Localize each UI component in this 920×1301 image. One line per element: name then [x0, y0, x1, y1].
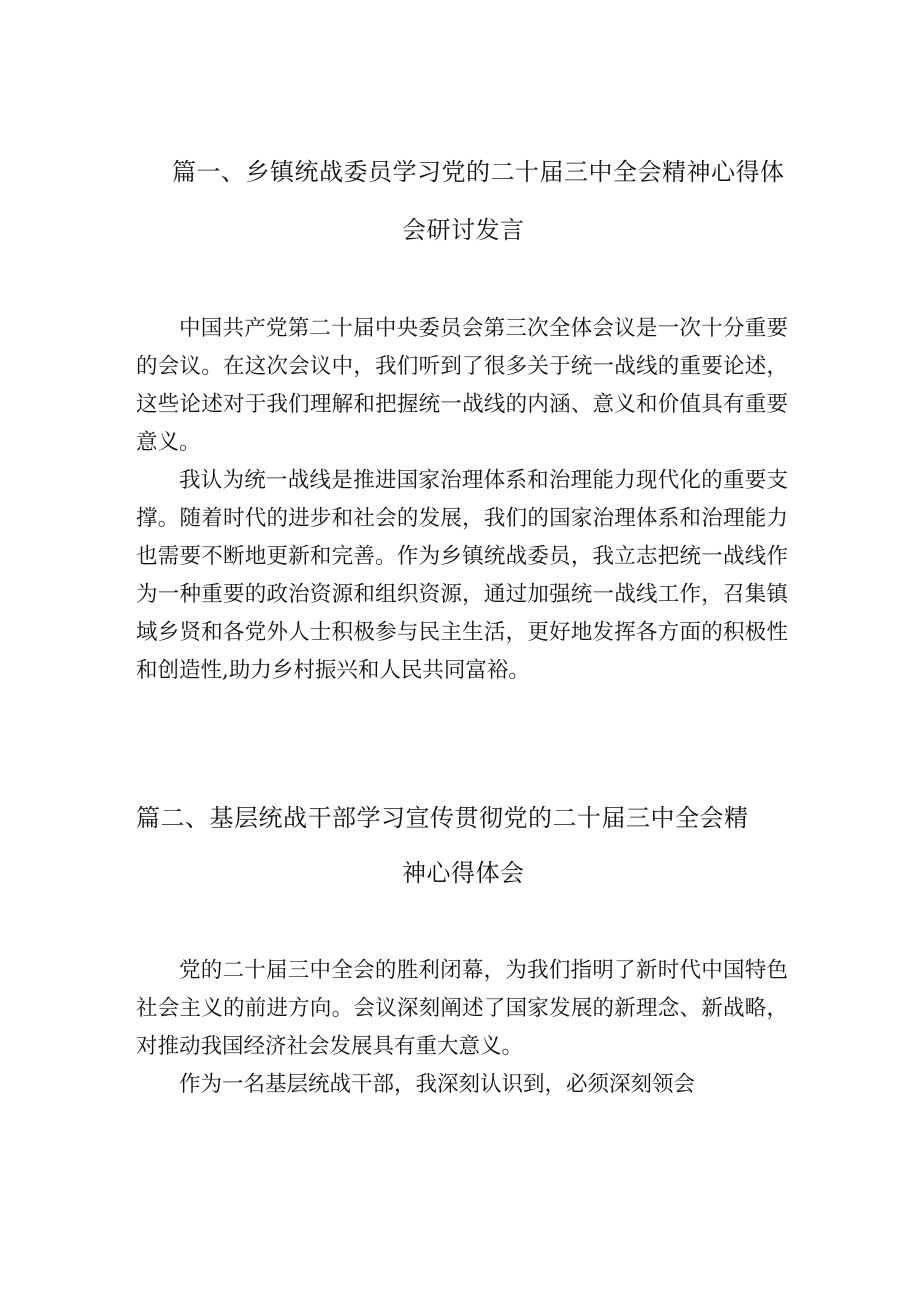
- section2-title-line1: 篇二、基层统战干部学习宣传贯彻党的二十届三中全会精: [136, 804, 749, 832]
- section1-title-line2: 会研讨发言: [402, 216, 525, 244]
- section1-paragraph-2: 我认为统一战线是推进国家治理体系和治理能力现代化的重要支撑。随着时代的进步和社会的发展，我们的国家治理体系和治理能力也需要不断地更新和完善。作为乡镇统战委员，我立志把统一战线作为一种重要的政治资源和组织资源，通过加强统一战线工作，召集镇域乡贤和各党外人士积极参与民主生活，更好地发挥各方面的积极性和创造性,助力乡村振兴和人民共同富裕。: [136, 468, 788, 683]
- section2-paragraph-1: 党的二十届三中全会的胜利闭幕，为我们指明了新时代中国特色社会主义的前进方向。会议深刻阐述了国家发展的新理念、新战略，对推动我国经济社会发展具有重大意义。: [136, 958, 788, 1059]
- section1-title-line1: 篇一、乡镇统战委员学习党的二十届三中全会精神心得体: [172, 158, 785, 186]
- section2-paragraph-2: 作为一名基层统战干部，我深刻认识到，必须深刻领会: [179, 1072, 696, 1097]
- section1-paragraph-1: 中国共产党第二十届中央委员会第三次全体会议是一次十分重要的会议。在这次会议中，我们听到了很多关于统一战线的重要论述，这些论述对于我们理解和把握统一战线的内涵、意义和价值具有重要意义。: [136, 316, 788, 455]
- section2-title-line2: 神心得体会: [402, 859, 525, 887]
